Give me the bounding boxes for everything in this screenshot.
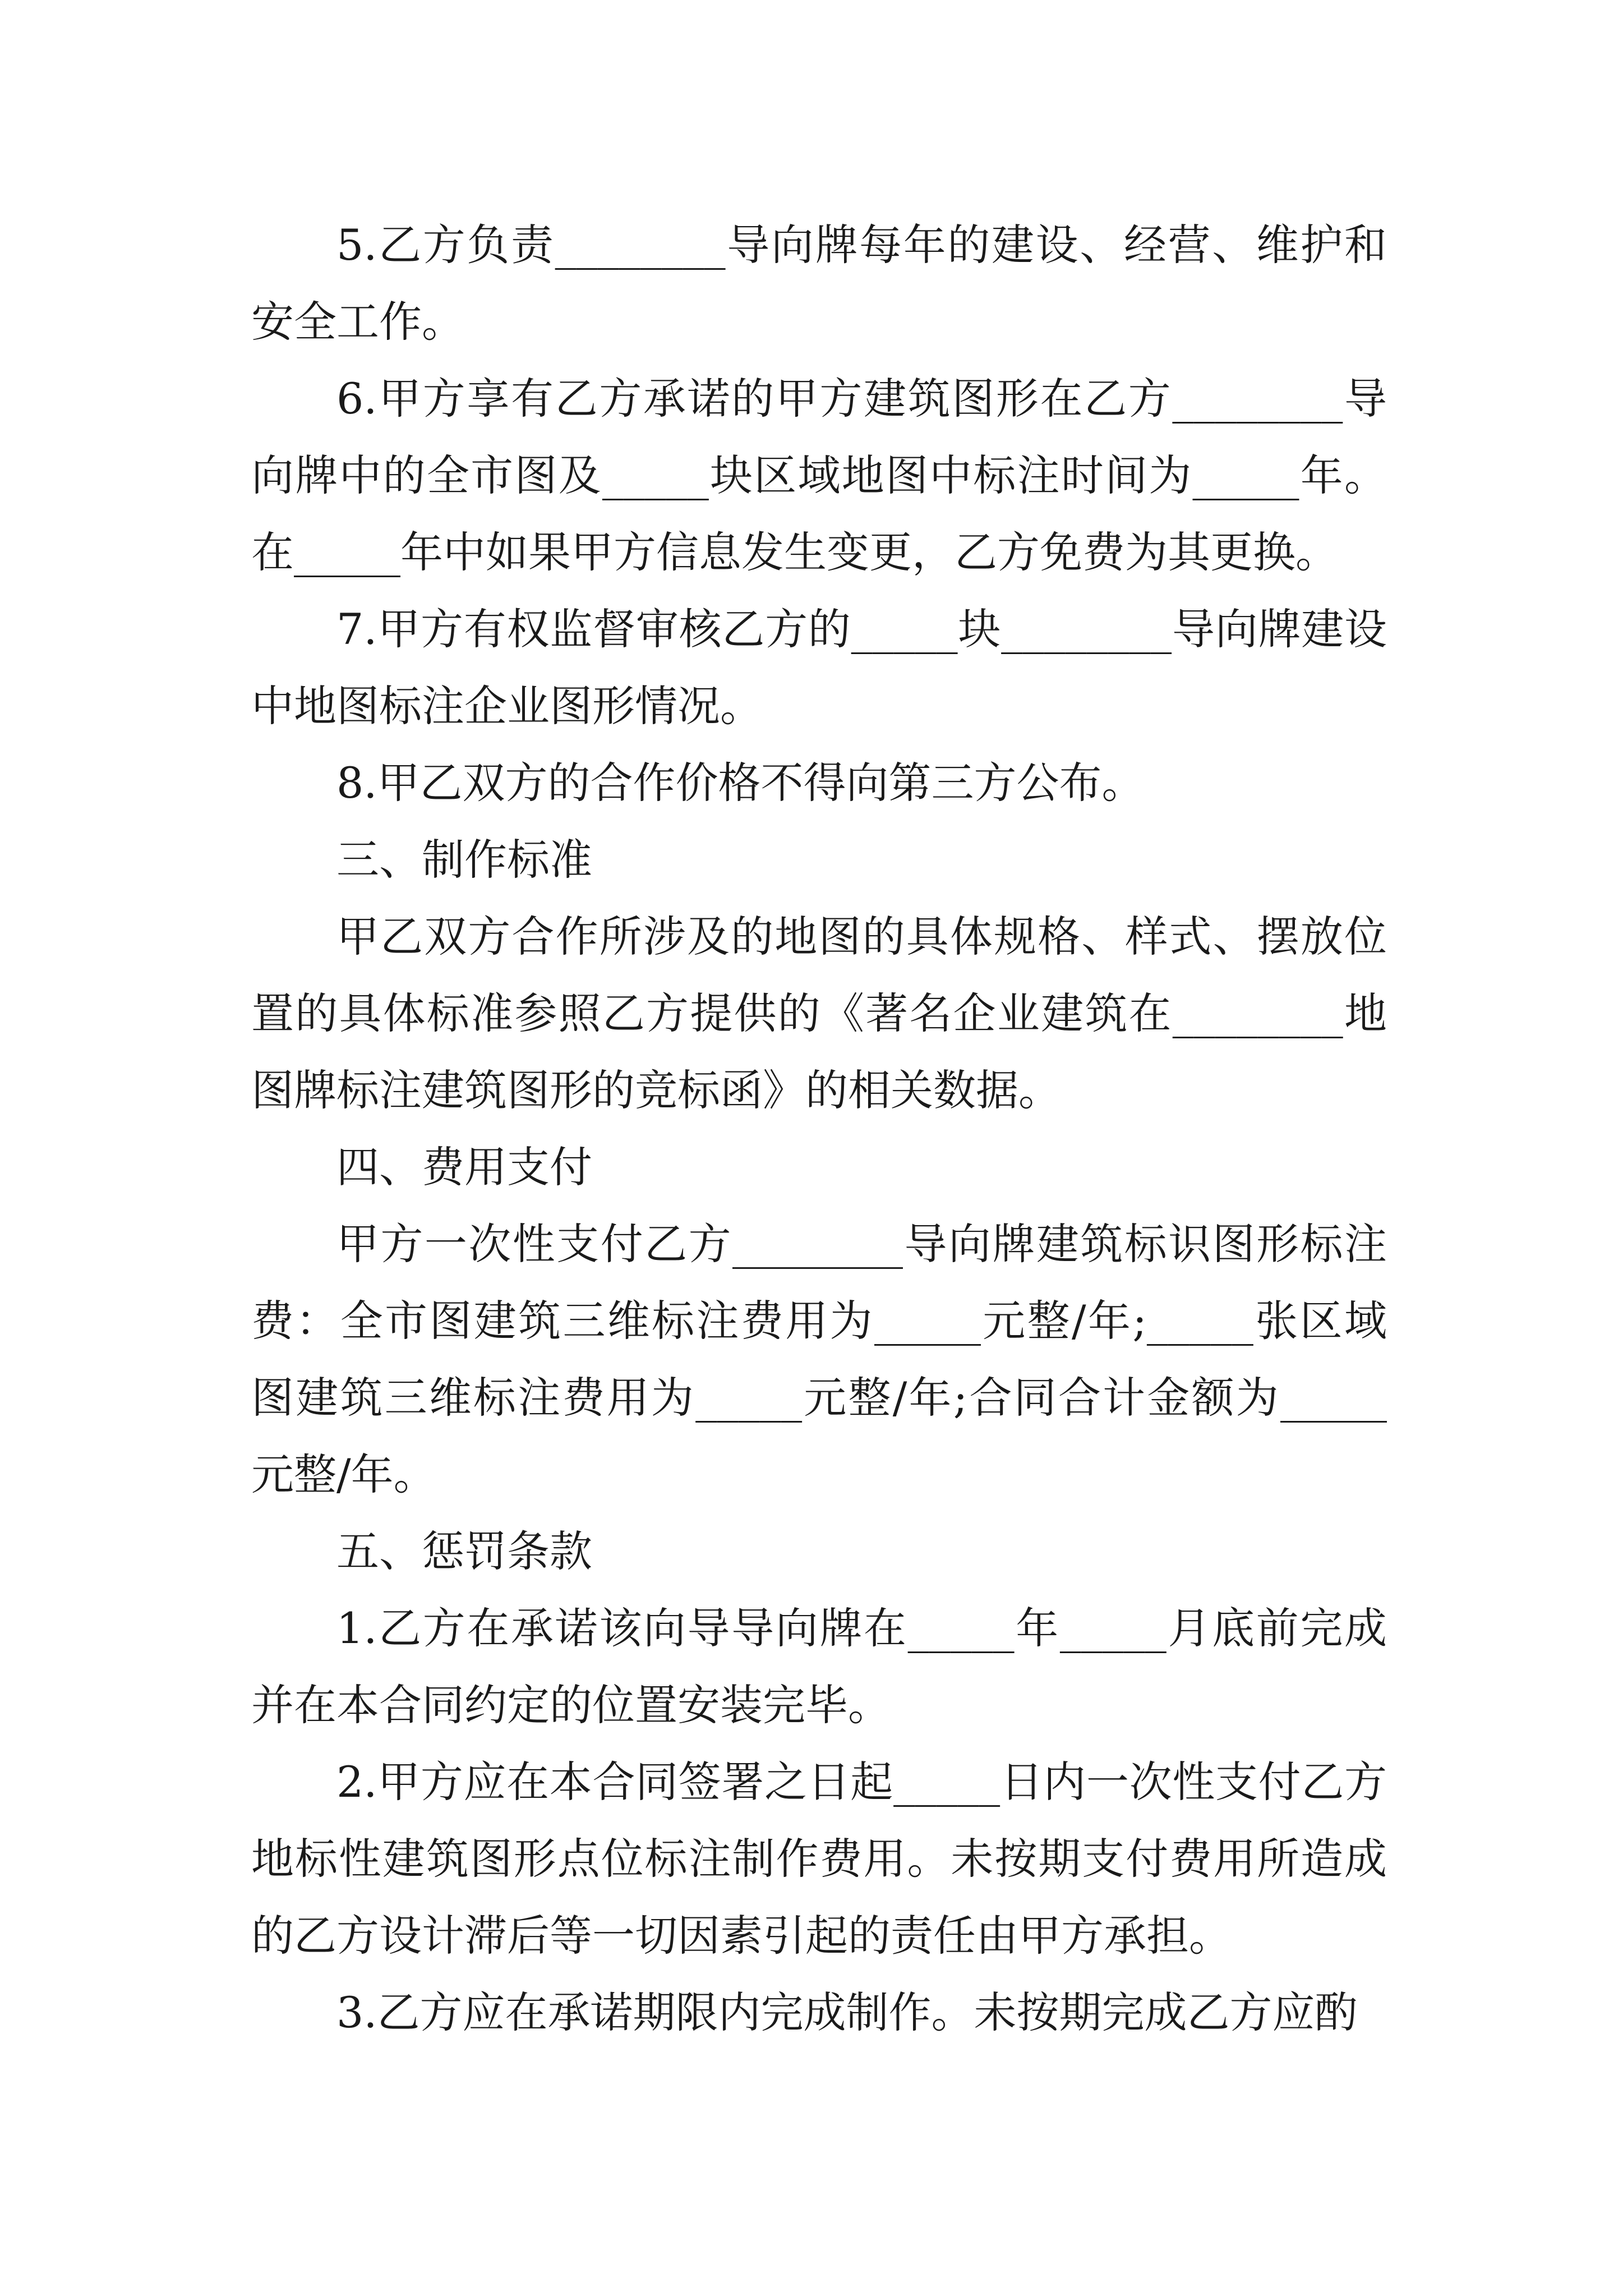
- clause-8: 8.甲乙双方的合作价格不得向第三方公布。: [336, 758, 1145, 808]
- clause-6: 6.甲方享有乙方承诺的甲方建筑图形在乙方________导向牌中的全市图及_____块区域地图中标注时间为_____年。在_____年中如果甲方信息发生变更，乙方免费为其更换。: [251, 374, 1387, 577]
- clause-5: 5.乙方负责________导向牌每年的建设、经营、维护和安全工作。: [251, 220, 1387, 347]
- fee-payment-text: 甲方一次性支付乙方________导向牌建筑标识图形标注费：全市图建筑三维标注费用为_____元整/年;_____张区域图建筑三维标注费用为_____元整/年;合同合计金额为_____元整/年。: [251, 1219, 1387, 1499]
- section-heading-fee-payment: 四、费用支付: [336, 1142, 592, 1192]
- penalty-clause-1: 1.乙方在承诺该向导导向牌在_____年_____月底前完成并在本合同约定的位置安装完毕。: [251, 1603, 1387, 1730]
- section-heading-production-standard: 三、制作标准: [336, 835, 592, 885]
- clause-7: 7.甲方有权监督审核乙方的_____块________导向牌建设中地图标注企业图形情况。: [251, 604, 1387, 731]
- penalty-clause-2: 2.甲方应在本合同签署之日起_____日内一次性支付乙方地标性建筑图形点位标注制作费用。未按期支付费用所造成的乙方设计滞后等一切因素引起的责任由甲方承担。: [251, 1757, 1387, 1961]
- document-page: [251, 206, 1387, 2051]
- section-heading-penalty-clauses: 五、惩罚条款: [336, 1526, 592, 1576]
- production-standard-text: 甲乙双方合作所涉及的地图的具体规格、样式、摆放位置的具体标准参照乙方提供的《著名企业建筑在________地图牌标注建筑图形的竞标函》的相关数据。: [251, 912, 1387, 1115]
- penalty-clause-3: 3.乙方应在承诺期限内完成制作。未按期完成乙方应酌: [336, 1987, 1358, 2037]
